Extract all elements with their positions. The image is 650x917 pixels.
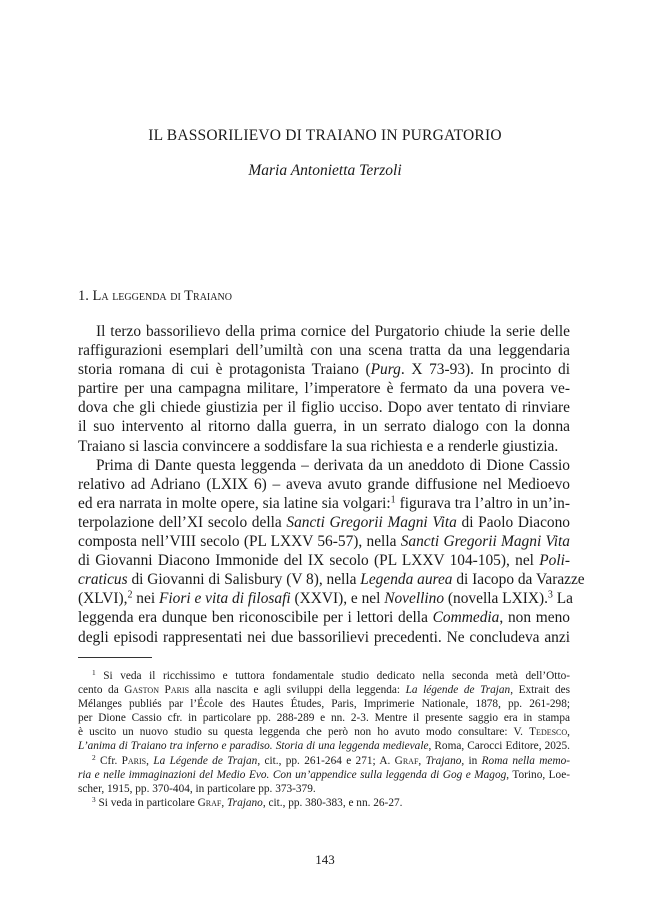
body-line: (XLVI),$^2$ nei Fiori e vita di filosafi (XXVI), e nel Novellino (novella LXIX).$^3$ La bbox=[78, 589, 574, 608]
footnote-line: $^3$ Si veda in particolare Graf, Trajano, cit., pp. 380-383, e nn. 26-27. bbox=[92, 794, 403, 809]
footnote-line: ria e nelle immaginazioni del Medio Evo. Con un’appendice sulla leggenda di Gog e Magog, Torino, Loe- bbox=[78, 768, 570, 781]
body-line: terpolazione dell’XI secolo della Sancti Gregorii Magni Vita di Paolo Diacono bbox=[78, 513, 571, 531]
footnote-divider bbox=[78, 657, 152, 658]
body-line: composta nell’VIII secolo (PL LXXV 56-57), nella Sancti Gregorii Magni Vita bbox=[78, 533, 571, 551]
footnote-ref: 2 bbox=[127, 589, 133, 601]
body-line: partire per una campagna militare, l’imperatore è fermato da una povera ve- bbox=[78, 380, 570, 398]
footnote-line: $^1$ Si veda il ricchissimo e tuttora fondamentale studio dedicato nella seconda metà dell’Otto- bbox=[92, 667, 570, 682]
footnote-line: $^2$ Cfr. Paris, La Légende de Trajan, cit., pp. 261-264 e 271; A. Graf, Trajano, in Roma nella memo- bbox=[92, 752, 571, 767]
body-line: leggenda era dunque ben riconoscibile per i lettori della Commedia, non meno bbox=[78, 609, 570, 627]
body-line: relativo ad Adriano (LXIX 6) – aveva avuto grande diffusione nel Medioevo bbox=[78, 475, 570, 493]
article-title: IL BASSORILIEVO DI TRAIANO IN PURGATORIO bbox=[148, 127, 502, 144]
footnote-number: 2 bbox=[92, 752, 96, 762]
body-line: Traiano si lascia convincere a soddisfare la sua richiesta e a renderle giustizia. bbox=[78, 437, 559, 455]
footnote-number: 3 bbox=[92, 794, 96, 804]
section-heading: 1. La leggenda di Traiano bbox=[78, 288, 232, 304]
footnote-ref: 3 bbox=[547, 589, 553, 601]
footnote-ref: 1 bbox=[390, 494, 396, 506]
body-line: di Giovanni Diacono Immonide del IX secolo (PL LXXV 104-105), nel Poli- bbox=[78, 552, 570, 570]
article-author: Maria Antonietta Terzoli bbox=[248, 162, 402, 179]
body-line: dova che gli chiede giustizia per il figlio ucciso. Dopo aver tentato di rinviare bbox=[78, 399, 570, 417]
body-line: craticus di Giovanni di Salisbury (V 8), nella Legenda aurea di Iacopo da Varazze bbox=[78, 571, 585, 589]
body-line: Il terzo bassorilievo della prima cornice del Purgatorio chiude la serie delle bbox=[96, 323, 570, 340]
footnote-line: è uscito un nuovo studio su questa leggenda che però non ho avuto modo consultare: V. Tedesco, bbox=[78, 726, 570, 739]
footnote-line: per Dione Cassio cfr. in particolare pp. 288-289 e nn. 2-3. Mentre il presente saggio era in stampa bbox=[78, 712, 570, 725]
page-number: 143 bbox=[315, 852, 335, 867]
footnote-number: 1 bbox=[92, 667, 96, 677]
body-line: ed era narrata in molte opere, sia latine sia volgari:$^1$ figurava tra l’altro in un’in- bbox=[78, 494, 570, 512]
body-line: raffigurazioni esemplari dell’umiltà con una scena tratta da una leggendaria bbox=[78, 342, 570, 360]
body-text bbox=[78, 322, 585, 647]
footnote-line: Mélanges publiés par l’École des Hautes Études, Paris, Imprimerie Nationale, 1878, pp. 261-298; bbox=[78, 698, 570, 711]
footnote-line: L’anima di Traiano tra inferno e paradiso. Storia di una leggenda medievale, Roma, Carocci Editore, 2025. bbox=[78, 740, 570, 753]
body-line: storia romana di cui è protagonista Traiano (Purg. X 73-93). In procinto di bbox=[78, 361, 570, 379]
footnote-line: scher, 1915, pp. 370-404, in particolare pp. 373-379. bbox=[78, 782, 316, 795]
body-line: il suo intervento al ritorno dalla guerra, in un serrato dialogo con la donna bbox=[78, 418, 570, 436]
body-line: Prima di Dante questa leggenda – derivata da un aneddoto di Dione Cassio bbox=[96, 456, 570, 474]
body-line: degli episodi rappresentati nei due bassorilievi precedenti. Ne concludeva anzi bbox=[78, 628, 570, 646]
footnote-line: cento da Gaston Paris alla nascita e agli sviluppi della leggenda: La légende de Trajan, Extrait des bbox=[78, 684, 571, 697]
footnotes bbox=[78, 669, 570, 810]
